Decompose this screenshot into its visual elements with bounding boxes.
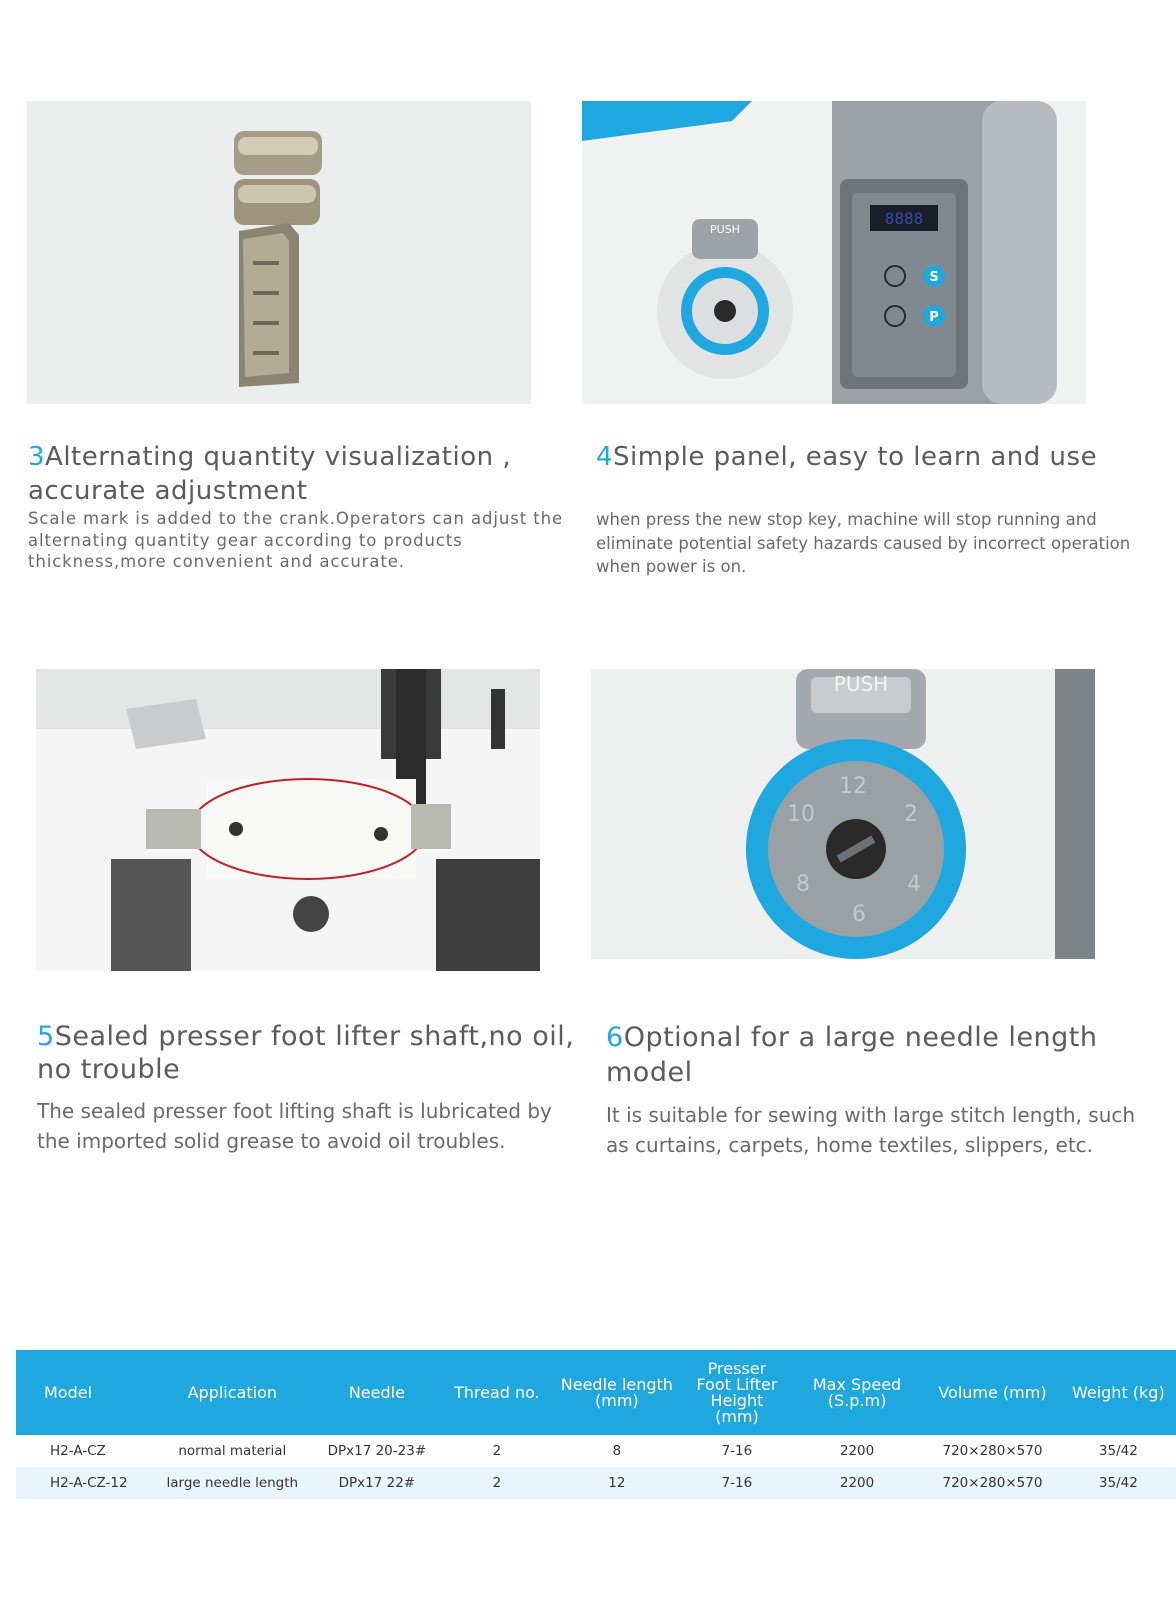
feature-4-title-text: Simple panel, easy to learn and use	[613, 442, 1098, 472]
feature-5	[37, 1020, 577, 1156]
header-application: Application	[155, 1350, 310, 1435]
control-panel-photo	[582, 101, 1086, 404]
dial-number-12: 12	[839, 774, 867, 799]
cell-weight: 35/42	[1061, 1467, 1176, 1499]
control-panel-illustration	[582, 101, 1086, 404]
dial-number-6: 6	[852, 902, 866, 927]
spec-table	[16, 1350, 1176, 1499]
cell-presser-foot-lifter-height: 7-16	[684, 1467, 790, 1499]
feature-4	[596, 440, 1136, 579]
feature-5-title-text: Sealed presser foot lifter shaft,no oil, no trouble	[37, 1021, 575, 1085]
feature-6-description: It is suitable for sewing with large stitch length, such as curtains, carpets, home textiles, slippers, etc.	[606, 1103, 1136, 1157]
presser-foot-shaft-photo	[36, 669, 540, 971]
spec-header-row	[16, 1350, 1176, 1435]
cell-model: H2-A-CZ-12	[16, 1467, 155, 1499]
feature-4-description: when press the new stop key, machine will stop running and eliminate potential safety hazards caused by incorrect operation when power is on.	[596, 510, 1131, 576]
header-weight: Weight (kg)	[1061, 1350, 1176, 1435]
feature-5-title	[37, 1020, 577, 1086]
cell-thread-no: 2	[444, 1435, 550, 1467]
crank-photo	[27, 101, 531, 404]
header-max-speed: Max Speed (S.p.m)	[790, 1350, 924, 1435]
feature-6-title-text: Optional for a large needle length model	[606, 1022, 1098, 1088]
cell-needle: DPx17 20-23#	[310, 1435, 444, 1467]
table-row	[16, 1467, 1176, 1499]
feature-4-title	[596, 440, 1136, 474]
crank-illustration	[27, 101, 531, 404]
header-thread-no: Thread no.	[444, 1350, 550, 1435]
cell-model: H2-A-CZ	[16, 1435, 155, 1467]
cell-needle: DPx17 22#	[310, 1467, 444, 1499]
cell-thread-no: 2	[444, 1467, 550, 1499]
cell-needle-length: 8	[550, 1435, 684, 1467]
cell-application: normal material	[155, 1435, 310, 1467]
feature-6	[606, 1020, 1146, 1160]
panel-key-s: S	[929, 270, 939, 285]
feature-5-description: The sealed presser foot lifting shaft is lubricated by the imported solid grease to avoid oil troubles.	[37, 1099, 552, 1153]
header-presser-foot-lifter-height: Presser Foot Lifter Height (mm)	[684, 1350, 790, 1435]
feature-3-description: Scale mark is added to the crank.Operators can adjust the alternating quantity gear according to products thickness,more convenient and accurate.	[28, 509, 564, 571]
dial-number-4: 4	[907, 872, 921, 897]
header-volume: Volume (mm)	[924, 1350, 1060, 1435]
feature-3-title	[28, 440, 568, 508]
panel-key-p: P	[929, 310, 939, 325]
cell-presser-foot-lifter-height: 7-16	[684, 1435, 790, 1467]
dial-push-label: PUSH	[833, 672, 889, 696]
feature-4-number: 4	[596, 442, 614, 472]
feature-3	[28, 440, 568, 573]
needle-length-dial-photo	[591, 669, 1095, 959]
cell-max-speed: 2200	[790, 1467, 924, 1499]
header-needle-length: Needle length (mm)	[550, 1350, 684, 1435]
table-row	[16, 1435, 1176, 1467]
dial-number-10: 10	[787, 802, 815, 827]
cell-volume: 720×280×570	[924, 1435, 1060, 1467]
panel-display: 8888	[884, 209, 924, 228]
feature-3-number: 3	[28, 442, 46, 472]
panel-push-label: PUSH	[710, 223, 740, 236]
header-needle: Needle	[310, 1350, 444, 1435]
dial-number-2: 2	[904, 802, 918, 827]
feature-6-title	[606, 1020, 1146, 1090]
feature-3-title-text: Alternating quantity visualization , accurate adjustment	[28, 442, 512, 506]
cell-max-speed: 2200	[790, 1435, 924, 1467]
header-model: Model	[16, 1350, 155, 1435]
cell-needle-length: 12	[550, 1467, 684, 1499]
feature-6-number: 6	[606, 1022, 624, 1053]
dial-number-8: 8	[796, 872, 810, 897]
cell-volume: 720×280×570	[924, 1467, 1060, 1499]
needle-length-dial-illustration	[591, 669, 1095, 959]
feature-5-number: 5	[37, 1021, 55, 1052]
presser-foot-shaft-illustration	[36, 669, 540, 971]
cell-weight: 35/42	[1061, 1435, 1176, 1467]
cell-application: large needle length	[155, 1467, 310, 1499]
